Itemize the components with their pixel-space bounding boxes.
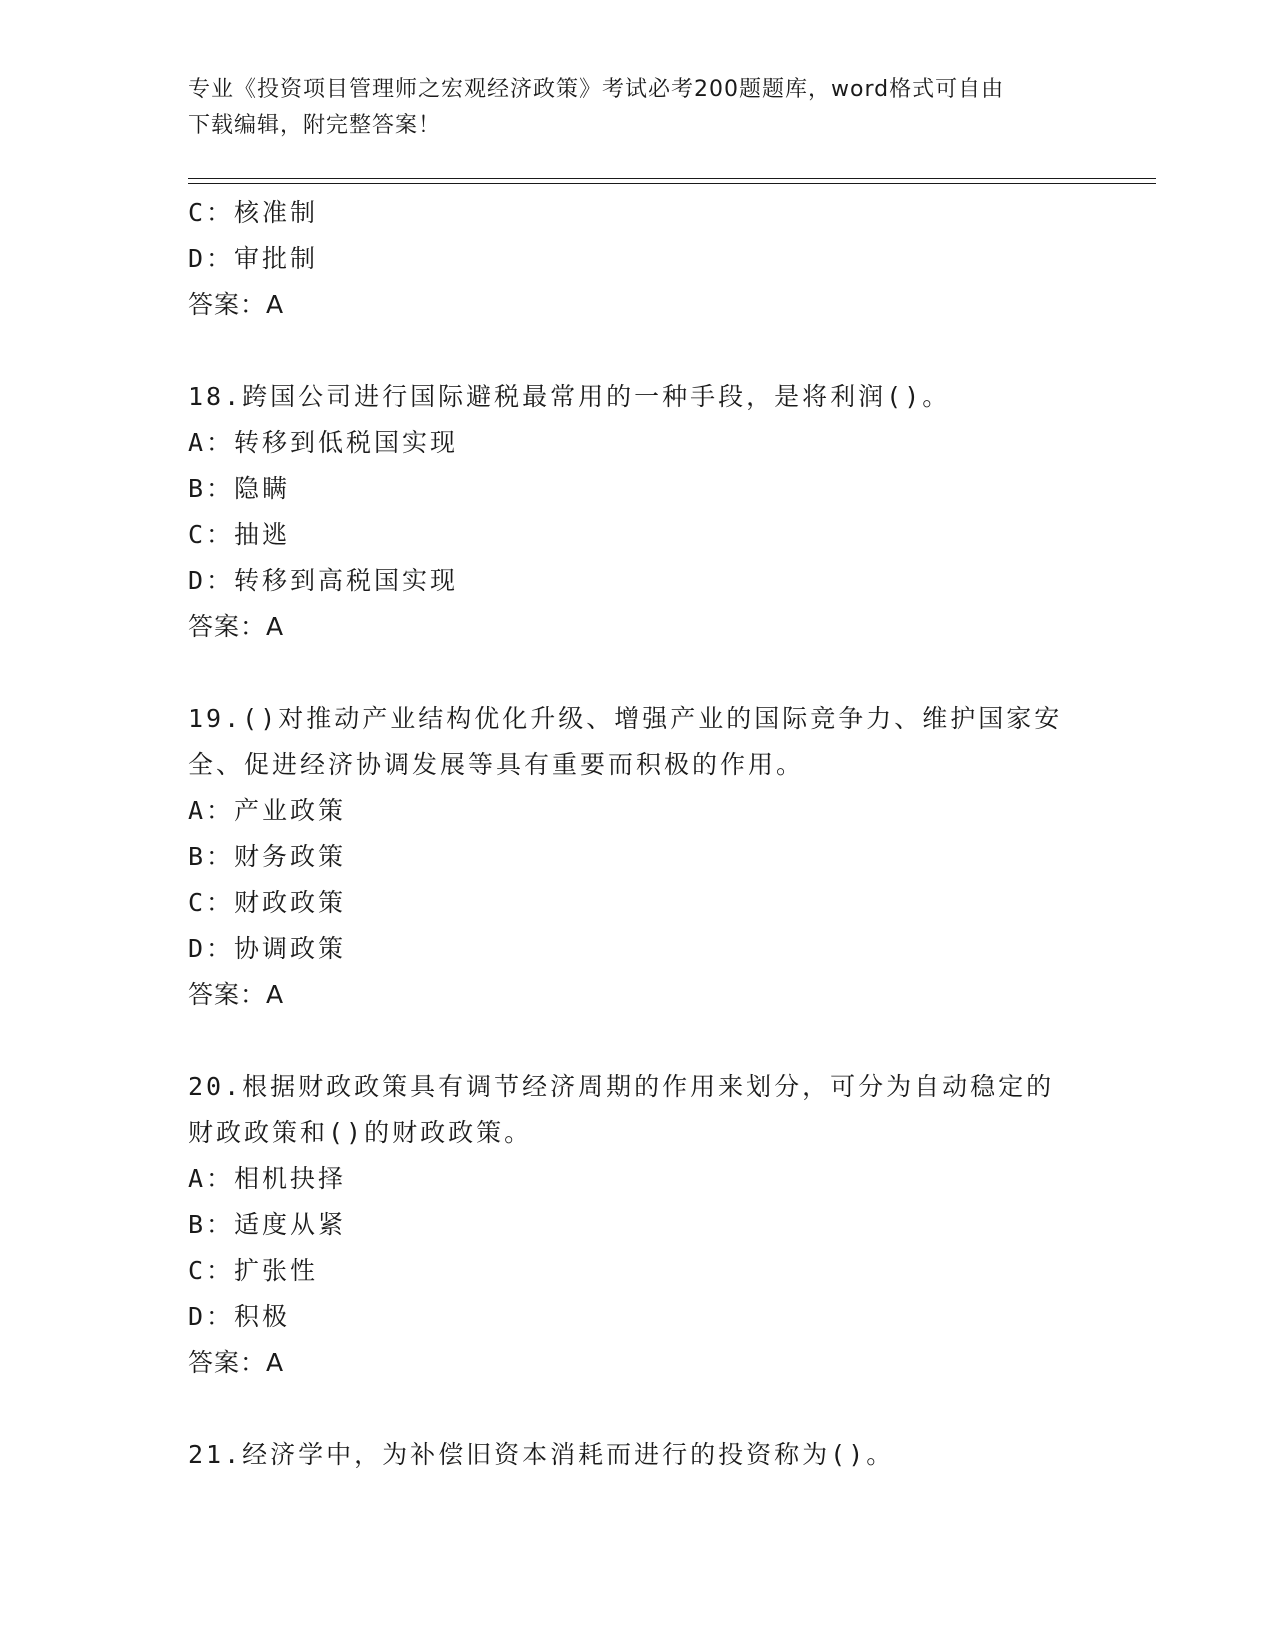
option-d: D：审批制 — [188, 244, 319, 273]
question-text: 18.跨国公司进行国际避税最常用的一种手段，是将利润()。 — [188, 382, 951, 411]
spacer — [188, 1018, 1088, 1064]
question-text-line-1: 20.根据财政政策具有调节经济周期的作用来划分，可分为自动稳定的 — [188, 1072, 1055, 1101]
answer: 答案：A — [188, 612, 285, 641]
header-line-1: 专业《投资项目管理师之宏观经济政策》考试必考200题题库，word格式可自由 — [188, 77, 1005, 102]
question-text-line-2: 财政政策和()的财政政策。 — [188, 1118, 533, 1147]
spacer — [188, 328, 1088, 374]
option-a: A：转移到低税国实现 — [188, 428, 459, 457]
document-header — [188, 72, 1088, 144]
question-17-tail — [188, 190, 1088, 328]
option-a: A：相机抉择 — [188, 1164, 347, 1193]
question-21 — [188, 1432, 1088, 1478]
option-c: C：扩张性 — [188, 1256, 319, 1285]
option-b: B：适度从紧 — [188, 1210, 347, 1239]
question-text-line-2: 全、促进经济协调发展等具有重要而积极的作用。 — [188, 750, 805, 779]
question-text-line-1: 19.()对推动产业结构优化升级、增强产业的国际竞争力、维护国家安 — [188, 704, 1063, 733]
option-a: A：产业政策 — [188, 796, 347, 825]
answer: 答案：A — [188, 1348, 285, 1377]
option-d: D：协调政策 — [188, 934, 347, 963]
option-d: D：转移到高税国实现 — [188, 566, 459, 595]
answer: 答案：A — [188, 980, 285, 1009]
header-line-2: 下载编辑，附完整答案！ — [188, 113, 442, 138]
option-d: D：积极 — [188, 1302, 291, 1331]
option-b: B：财务政策 — [188, 842, 347, 871]
option-c: C：抽逃 — [188, 520, 291, 549]
spacer — [188, 650, 1088, 696]
option-c: C：财政政策 — [188, 888, 347, 917]
question-19 — [188, 696, 1088, 1018]
question-20 — [188, 1064, 1088, 1386]
document-body — [188, 190, 1088, 1478]
option-b: B：隐瞒 — [188, 474, 291, 503]
answer: 答案：A — [188, 290, 285, 319]
option-c: C：核准制 — [188, 198, 319, 227]
spacer — [188, 1386, 1088, 1432]
question-text: 21.经济学中，为补偿旧资本消耗而进行的投资称为()。 — [188, 1440, 895, 1469]
question-18 — [188, 374, 1088, 650]
header-divider — [188, 178, 1156, 184]
